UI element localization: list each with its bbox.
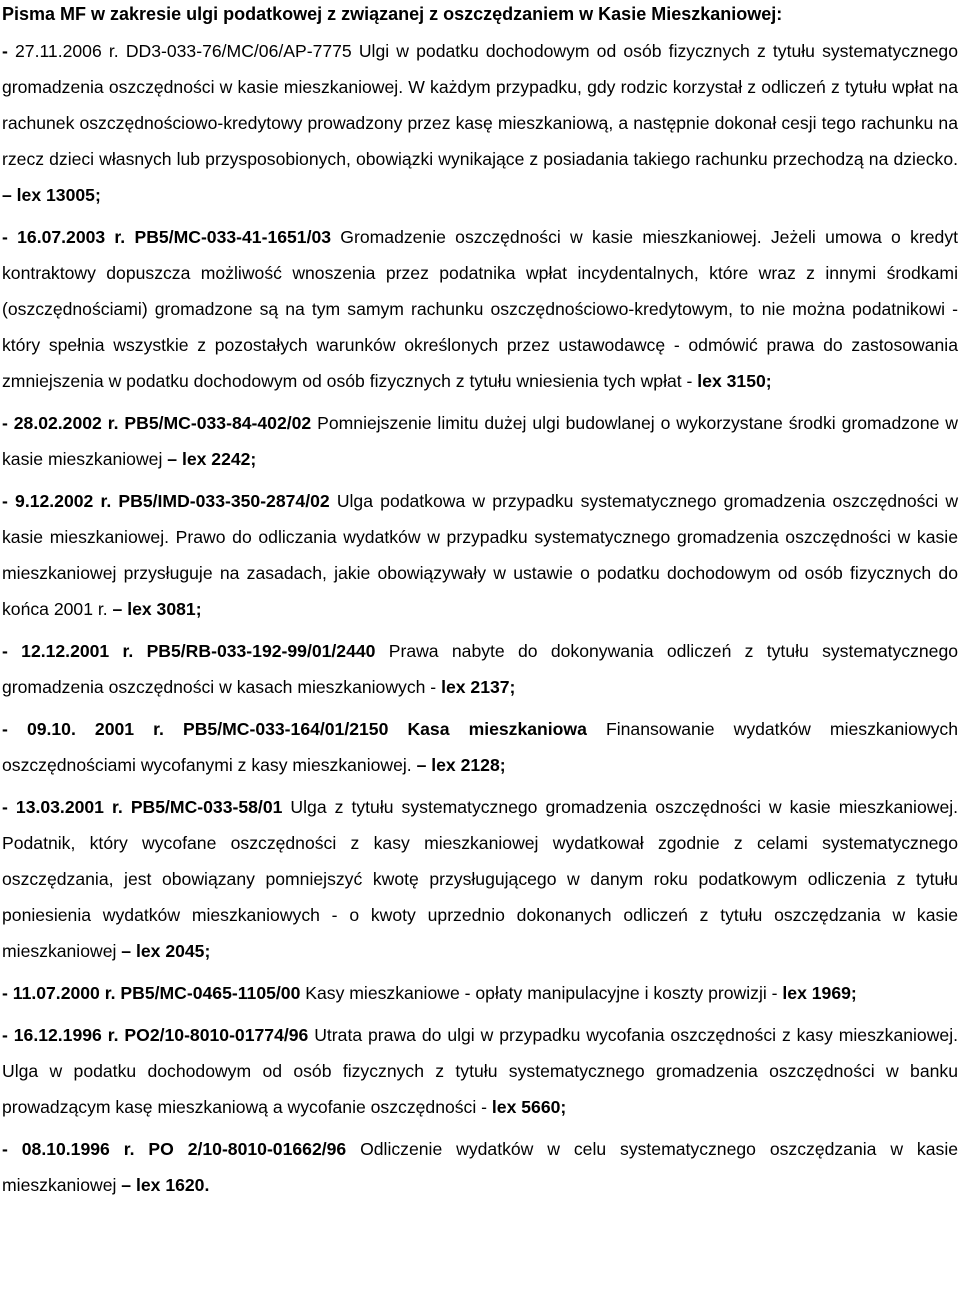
entry-prefix: - <box>2 719 8 739</box>
entry-reference: PB5/IMD-033-350-2874/02 <box>118 491 330 511</box>
entry-reference: PO2/10-8010-01774/96 <box>124 1025 309 1045</box>
entry-text: Odliczenie wydatków w celu systematycznego oszczędzania w kasie mieszkaniowej <box>2 1139 959 1195</box>
entry-lex: lex 3150; <box>697 371 772 391</box>
entry-reference: PB5/MC-033-164/01/2150 <box>182 719 389 739</box>
entry <box>2 405 958 477</box>
document-heading: Pisma MF w zakresie ulgi podatkowej z związanej z oszczędzaniem w Kasie Mieszkaniowej: <box>2 4 783 24</box>
entry <box>2 33 958 213</box>
entry <box>2 219 958 399</box>
entry <box>2 711 958 783</box>
entry-reference: PO 2/10-8010-01662/96 <box>148 1139 347 1159</box>
entry <box>2 633 958 705</box>
entry-prefix: - <box>2 1025 8 1045</box>
entry-reference: PB5/MC-033-58/01 <box>130 797 283 817</box>
entry-prefix: - <box>2 641 8 661</box>
entry <box>2 1017 958 1125</box>
entry-text: Utrata prawa do ulgi w przypadku wycofania oszczędności z kasy mieszkaniowej. Ulga w podatku dochodowym od osób fizycznych z tytułu systematycznego gromadzenia oszczędności w banku prowadzącym kasę mieszkaniową a wycofanie oszczędności - <box>2 1025 959 1117</box>
entry-text: Kasy mieszkaniowe - opłaty manipulacyjne i koszty prowizji - <box>300 983 783 1003</box>
entry-prefix: - <box>2 797 8 817</box>
entry-date: 11.07.2000 r. <box>12 983 116 1003</box>
entry-reference: DD3-033-76/MC/06/AP-7775 <box>125 41 352 61</box>
entry-prefix: - <box>2 41 8 61</box>
entry <box>2 789 958 969</box>
entry-lex: lex 5660; <box>491 1097 567 1117</box>
entry-reference: PB5/RB-033-192-99/01/2440 <box>146 641 376 661</box>
entry-date: 08.10.1996 r. <box>21 1139 135 1159</box>
entry-date: 09.10. 2001 r. <box>26 719 164 739</box>
entry-lex: – lex 3081; <box>112 599 202 619</box>
entry-prefix: - <box>2 983 8 1003</box>
entry-reference: PB5/MC-033-41-1651/03 <box>134 227 332 247</box>
entry <box>2 483 958 627</box>
entry-lex: – lex 1620. <box>121 1175 210 1195</box>
entry-text: Pomniejszenie limitu dużej ulgi budowlanej o wykorzystane środki gromadzone w kasie mieszkaniowej <box>2 413 958 469</box>
entry-reference: PB5/MC-0465-1105/00 <box>120 983 301 1003</box>
entry-subject: Kasa mieszkaniowa <box>388 719 587 739</box>
entry-lex: – lex 13005; <box>2 185 101 205</box>
document-page <box>0 3 960 1203</box>
entry-text: Finansowanie wydatków mieszkaniowych oszczędnościami wycofanymi z kasy mieszkaniowej. <box>2 719 959 775</box>
entry-date: 12.12.2001 r. <box>21 641 134 661</box>
entry-text: Prawa nabyte do dokonywania odliczeń z tytułu systematycznego gromadzenia oszczędności w kasach mieszkaniowych - <box>2 641 959 697</box>
entry-text: Ulga podatkowa w przypadku systematycznego gromadzenia oszczędności w kasie mieszkaniowej. Prawo do odliczania wydatków w przypadku systematycznego gromadzenia oszczędności w kasie mieszkaniowej przysługuje na zasadach, jakie obowiązywały w ustawie o podatku dochodowym od osób fizycznych do końca 2001 r. <box>2 491 959 619</box>
entry-prefix: - <box>2 413 8 433</box>
entry-lex: lex 2137; <box>441 677 516 697</box>
entry-lex: – lex 2045; <box>121 941 211 961</box>
entry-date: 13.03.2001 r. <box>15 797 123 817</box>
entry-prefix: - <box>2 491 8 511</box>
entry-reference: PB5/MC-033-84-402/02 <box>124 413 312 433</box>
entry-text: Ulga z tytułu systematycznego gromadzenia oszczędności w kasie mieszkaniowej. Podatnik, który wycofane oszczędności z kasy mieszkaniowej wydatkował zgodnie z celami systematycznego oszczędzania, jest obowiązany pomniejszyć kwotę przysługującego w danym roku podatkowym odliczenia z tytułu poniesienia wydatków mieszkaniowych - o kwoty uprzednio dokonanych odliczeń z tytułu oszczędzania w kasie mieszkaniowej <box>2 797 959 961</box>
entry-text: Gromadzenie oszczędności w kasie mieszkaniowej. Jeżeli umowa o kredyt kontraktowy dopuszcza możliwość wnoszenia przez podatnika wpłat incydentalnych, które wraz z innymi środkami (oszczędnościami) gromadzone są na tym samym rachunku oszczędnościowo-kredytowym, to nie można podatnikowi - który spełnia wszystkie z pozostałych warunków określonych przez ustawodawcę - odmówić prawa do zastosowania zmniejszenia w podatku dochodowym od osób fizycznych z tytułu wniesienia tych wpłat - <box>2 227 959 391</box>
entry-date: 16.12.1996 r. <box>13 1025 119 1045</box>
entry-text: Ulgi w podatku dochodowym od osób fizycznych z tytułu systematycznego gromadzenia oszczędności w kasie mieszkaniowej. W każdym przypadku, gdy rodzic korzystał z odliczeń z tytułu wpłat na rachunek oszczędnościowo-kredytowy prowadzony przez kasę mieszkaniową, a następnie dokonał cesji tego rachunku na rzecz dzieci własnych lub przysposobionych, obowiązki wynikające z posiadania takiego rachunku przechodzą na dziecko. <box>2 41 959 169</box>
entry-lex: – lex 2128; <box>416 755 506 775</box>
entry <box>2 975 958 1011</box>
entry-lex: – lex 2242; <box>167 449 257 469</box>
entry-date: 16.07.2003 r. <box>17 227 126 247</box>
entry-date: 9.12.2002 r. <box>15 491 112 511</box>
entry-lex: lex 1969; <box>782 983 857 1003</box>
entry <box>2 1131 958 1203</box>
entry-date: 28.02.2002 r. <box>13 413 119 433</box>
entry-date: 27.11.2006 r. <box>15 41 119 61</box>
entry-prefix: - <box>2 1139 8 1159</box>
entry-prefix: - <box>2 227 8 247</box>
